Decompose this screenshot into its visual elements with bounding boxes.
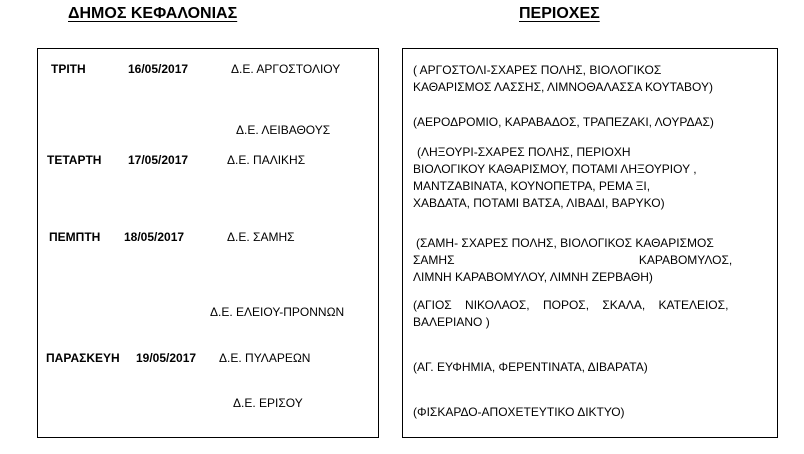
area-line: ΣΑΜΗΣ ΚΑΡΑΒΟΜΥΛΟΣ, bbox=[413, 253, 733, 267]
area-line: ΒΑΛΕΡΙΑΝΟ ) bbox=[413, 315, 490, 329]
unit-label: Δ.Ε. ΛΕΙΒΑΘΟΥΣ bbox=[236, 123, 331, 137]
date-label: 16/05/2017 bbox=[128, 62, 189, 76]
day-label: ΠΑΡΑΣΚΕΥΗ bbox=[46, 351, 120, 365]
date-label: 17/05/2017 bbox=[128, 153, 189, 167]
area-paragraph bbox=[413, 404, 763, 421]
area-line: (ΑΓΙΟΣ ΝΙΚΟΛΑΟΣ, ΠΟΡΟΣ, ΣΚΑΛΑ, ΚΑΤΕΛΕΙΟΣ, bbox=[413, 298, 729, 312]
area-line: (ΦΙΣΚΑΡΔΟ-ΑΠΟΧΕΤΕΥΤΙΚΟ ΔΙΚΤΥΟ) bbox=[413, 405, 625, 419]
area-paragraph bbox=[413, 62, 743, 96]
area-line: ( ΑΡΓΟΣΤΟΛΙ-ΣΧΑΡΕΣ ΠΟΛΗΣ, ΒΙΟΛΟΓΙΚΟΣ bbox=[413, 63, 662, 77]
unit-label: Δ.Ε. ΠΑΛΙΚΗΣ bbox=[227, 153, 306, 167]
area-line: ΛΙΜΝΗ ΚΑΡΑΒΟΜΥΛΟΥ, ΛΙΜΝΗ ΖΕΡΒΑΘΗ) bbox=[413, 270, 653, 284]
area-line: ΒΙΟΛΟΓΙΚΟΥ ΚΑΘΑΡΙΣΜΟΥ, ΠΟΤΑΜΙ ΛΗΞΟΥΡΙΟΥ , bbox=[413, 162, 697, 176]
area-line: (ΑΕΡΟΔΡΟΜΙΟ, ΚΑΡΑΒΑΔΟΣ, ΤΡΑΠΕΖΑΚΙ, ΛΟΥΡΔΑΣ) bbox=[413, 115, 714, 129]
unit-label: Δ.Ε. ΕΛΕΙΟΥ-ΠΡΟΝΝΩΝ bbox=[210, 305, 345, 319]
date-label: 18/05/2017 bbox=[124, 230, 185, 244]
date-label: 19/05/2017 bbox=[136, 351, 197, 365]
area-paragraph bbox=[413, 114, 763, 131]
unit-label: Δ.Ε. ΕΡΙΣΟΥ bbox=[233, 396, 303, 410]
area-paragraph bbox=[413, 297, 765, 331]
unit-label: Δ.Ε. ΣΑΜΗΣ bbox=[227, 230, 295, 244]
areas-heading: ΠΕΡΙΟΧΕΣ bbox=[519, 5, 600, 22]
day-label: ΤΡΙΤΗ bbox=[51, 62, 86, 76]
day-label: ΤΕΤΑΡΤΗ bbox=[47, 153, 102, 167]
area-paragraph bbox=[413, 144, 758, 212]
area-line: (ΛΗΞΟΥΡΙ-ΣΧΑΡΕΣ ΠΟΛΗΣ, ΠΕΡΙΟΧΗ bbox=[417, 145, 631, 159]
area-line: ΚΑΘΑΡΙΣΜΟΣ ΛΑΣΣΗΣ, ΛΙΜΝΟΘΑΛΑΣΣΑ ΚΟΥΤΑΒΟΥ) bbox=[413, 80, 713, 94]
unit-label: Δ.Ε. ΑΡΓΟΣΤΟΛΙΟΥ bbox=[231, 62, 341, 76]
day-label: ΠΕΜΠΤΗ bbox=[49, 230, 101, 244]
unit-label: Δ.Ε. ΠΥΛΑΡΕΩΝ bbox=[219, 351, 311, 365]
schedule-box bbox=[37, 48, 379, 438]
area-line: ΧΑΒΔΑΤΑ, ΠΟΤΑΜΙ ΒΑΤΣΑ, ΛΙΒΑΔΙ, ΒΑΡΥΚΟ) bbox=[413, 196, 665, 210]
area-line: (ΑΓ. ΕΥΦΗΜΙΑ, ΦΕΡΕΝΤΙΝΑΤΑ, ΔΙΒΑΡΑΤΑ) bbox=[413, 360, 648, 374]
area-paragraph bbox=[413, 359, 763, 376]
municipality-heading: ΔΗΜΟΣ ΚΕΦΑΛΟΝΙΑΣ bbox=[68, 5, 238, 22]
area-line: (ΣΑΜΗ- ΣΧΑΡΕΣ ΠΟΛΗΣ, ΒΙΟΛΟΓΙΚΟΣ ΚΑΘΑΡΙΣΜΟΣ bbox=[416, 236, 714, 250]
area-paragraph bbox=[413, 235, 763, 286]
areas-box bbox=[402, 48, 778, 438]
area-line: ΜΑΝΤΖΑΒΙΝΑΤΑ, ΚΟΥΝΟΠΕΤΡΑ, ΡΕΜΑ ΞΙ, bbox=[413, 179, 651, 193]
